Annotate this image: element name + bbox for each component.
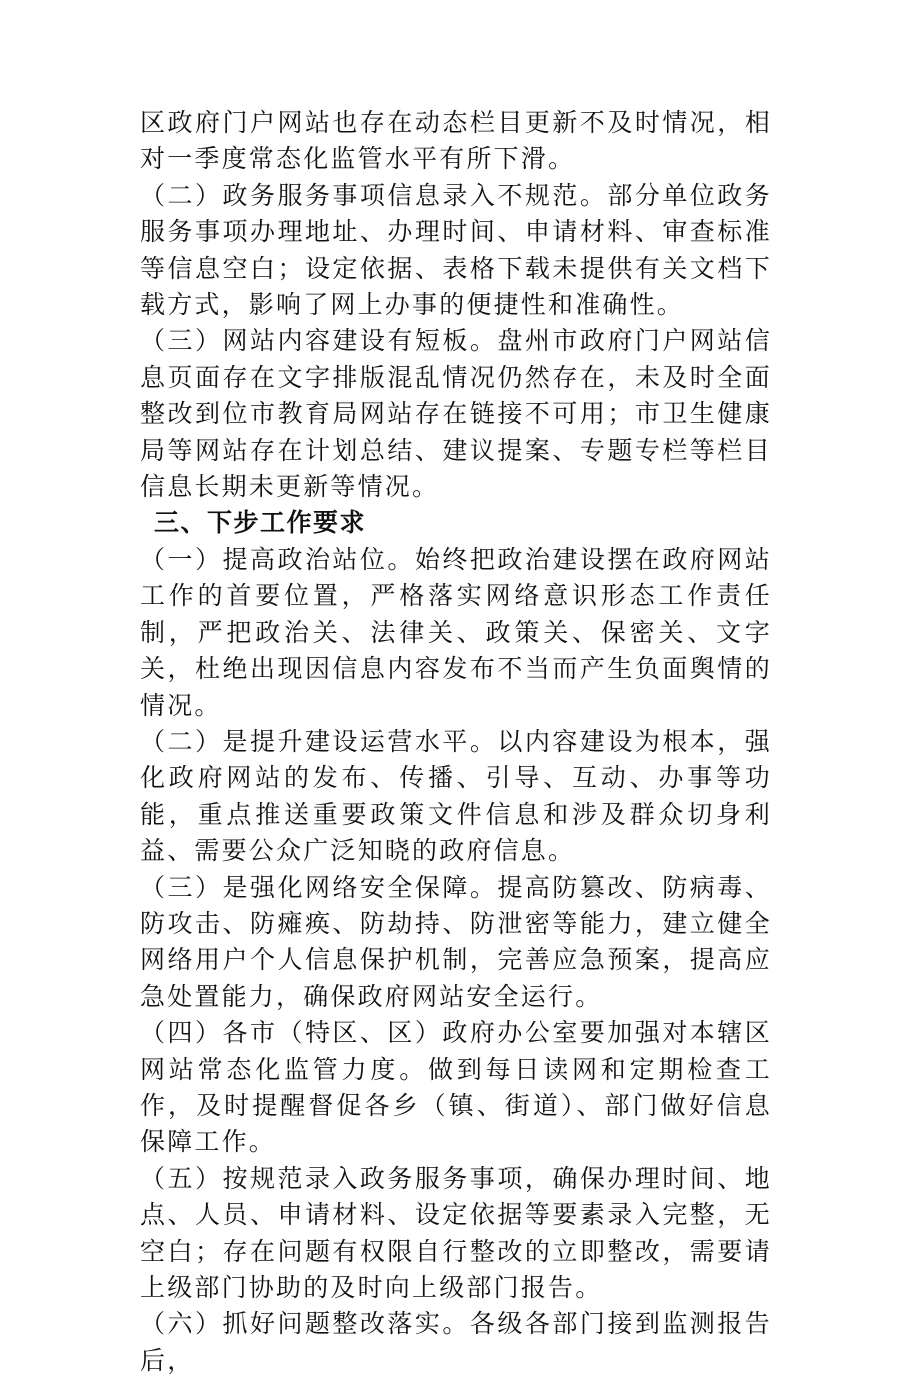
section-heading: 三、下步工作要求: [154, 508, 367, 538]
paragraph-requirement-5: （五）按规范录入政务服务事项，确保办理时间、地点、人员、申请材料、设定依据等要素录入完整，无空白；存在问题有权限自行整改的立即整改，需要请上级部门协助的及时向上级部门报告。: [140, 1163, 772, 1302]
paragraph-continuation: 区政府门户网站也存在动态栏目更新不及时情况，相对一季度常态化监管水平有所下滑。: [140, 108, 772, 174]
document-body: [140, 105, 772, 1379]
paragraph-item-3-website-content: （三）网站内容建设有短板。盘州市政府门户网站信息页面存在文字排版混乱情况仍然存在，未及时全面整改到位市教育局网站存在链接不可用；市卫生健康局等网站存在计划总结、建议提案、专题专栏等栏目信息长期未更新等情况。: [140, 326, 772, 502]
paragraph-requirement-1: （一）提高政治站位。始终把政治建设摆在政府网站工作的首要位置，严格落实网络意识形态工作责任制，严把政治关、法律关、政策关、保密关、文字关，杜绝出现因信息内容发布不当而产生负面舆情的情况。: [140, 544, 772, 720]
paragraph-requirement-2: （二）是提升建设运营水平。以内容建设为根本，强化政府网站的发布、传播、引导、互动、办事等功能，重点推送重要政策文件信息和涉及群众切身利益、需要公众广泛知晓的政府信息。: [140, 726, 772, 866]
paragraph-requirement-4: （四）各市（特区、区）政府办公室要加强对本辖区网站常态化监管力度。做到每日读网和定期检查工作，及时提醒督促各乡（镇、街道）、部门做好信息保障工作。: [140, 1018, 772, 1157]
paragraph-requirement-6: （六）抓好问题整改落实。各级各部门接到监测报告后，: [140, 1309, 772, 1375]
paragraph-requirement-3: （三）是强化网络安全保障。提高防篡改、防病毒、防攻击、防瘫痪、防劫持、防泄密等能力，建立健全网络用户个人信息保护机制，完善应急预案，提高应急处置能力，确保政府网站安全运行。: [140, 872, 772, 1011]
paragraph-item-2-service-info: （二）政务服务事项信息录入不规范。部分单位政务服务事项办理地址、办理时间、申请材料、审查标准等信息空白；设定依据、表格下载未提供有关文档下载方式，影响了网上办事的便捷性和准确性。: [140, 180, 772, 320]
